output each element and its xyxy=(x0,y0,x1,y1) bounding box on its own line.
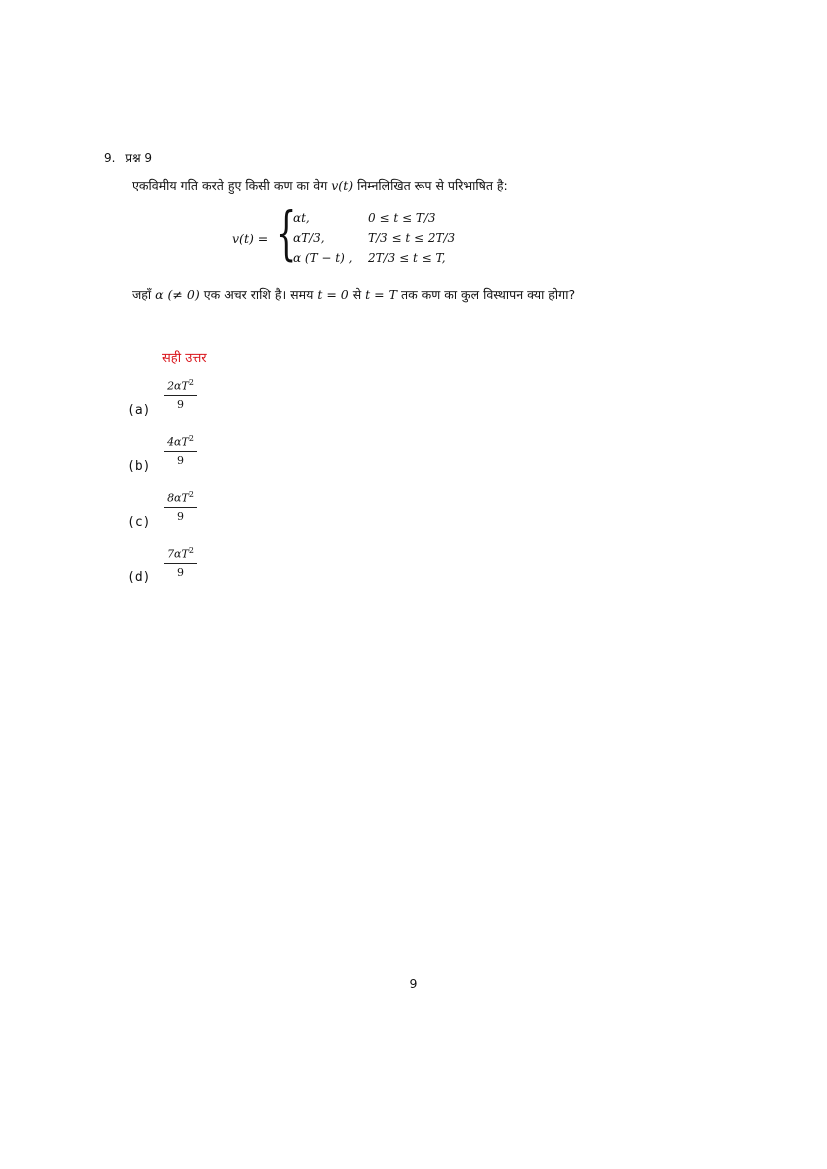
case-condition-1: 0 ≤ t ≤ T/3 xyxy=(368,211,436,225)
option-d-fraction[interactable] xyxy=(164,546,197,579)
option-b-denominator: 9 xyxy=(177,453,184,467)
cont-text-1: जहाँ xyxy=(132,287,152,302)
correct-answer-tag: सही उत्तर xyxy=(162,351,207,366)
question-continuation xyxy=(132,285,602,304)
fraction-bar xyxy=(164,507,197,508)
option-a-numerator: 2αT xyxy=(167,379,189,393)
fraction-bar xyxy=(164,563,197,564)
option-b-label[interactable]: (b) xyxy=(127,459,151,474)
intro-text-1: एकविमीय गति करते हुए किसी कण का वेग xyxy=(132,178,328,193)
cont-t0: t = 0 xyxy=(317,287,349,302)
page-number: 9 xyxy=(409,976,418,991)
intro-text-2: निम्नलिखित रूप से परिभाषित है: xyxy=(357,178,508,193)
option-a-denominator: 9 xyxy=(177,397,184,411)
equation-brace: { xyxy=(276,199,297,267)
cont-text-3: से xyxy=(352,287,362,302)
option-c-numerator: 8αT xyxy=(167,491,189,505)
intro-variable: v(t) xyxy=(331,178,354,193)
option-c-label[interactable]: (c) xyxy=(127,515,151,530)
cont-text-4: तक कण का कुल विस्थापन क्या होगा? xyxy=(400,287,576,302)
option-a-label[interactable]: (a) xyxy=(127,403,151,418)
case-expression-3: α (T − t) , xyxy=(293,251,353,265)
option-b-power: 2 xyxy=(188,434,194,443)
question-number: 9. xyxy=(104,151,116,165)
option-a-power: 2 xyxy=(188,378,194,387)
option-d-denominator: 9 xyxy=(177,565,184,579)
option-b-fraction[interactable] xyxy=(164,434,197,467)
cont-alpha: α (≠ 0) xyxy=(155,287,200,302)
fraction-bar xyxy=(164,451,197,452)
equation-lhs: v(t) = xyxy=(232,231,269,246)
option-c-power: 2 xyxy=(188,490,194,499)
case-condition-3: 2T/3 ≤ t ≤ T, xyxy=(368,251,446,265)
option-b-numerator: 4αT xyxy=(167,435,189,449)
cont-tT: t = T xyxy=(365,287,397,302)
option-c-denominator: 9 xyxy=(177,509,184,523)
question-title: प्रश्न 9 xyxy=(125,151,153,165)
case-expression-2: αT/3, xyxy=(293,231,325,245)
cont-text-2: एक अचर राशि है। समय xyxy=(203,287,314,302)
fraction-bar xyxy=(164,395,197,396)
case-expression-1: αt, xyxy=(293,211,310,225)
case-condition-2: T/3 ≤ t ≤ 2T/3 xyxy=(368,231,456,245)
option-d-label[interactable]: (d) xyxy=(127,570,151,585)
question-intro xyxy=(132,177,508,194)
option-c-fraction[interactable] xyxy=(164,490,197,523)
option-d-power: 2 xyxy=(188,546,194,555)
option-a-fraction[interactable] xyxy=(164,378,197,411)
question-heading xyxy=(104,149,152,166)
option-d-numerator: 7αT xyxy=(167,547,189,561)
